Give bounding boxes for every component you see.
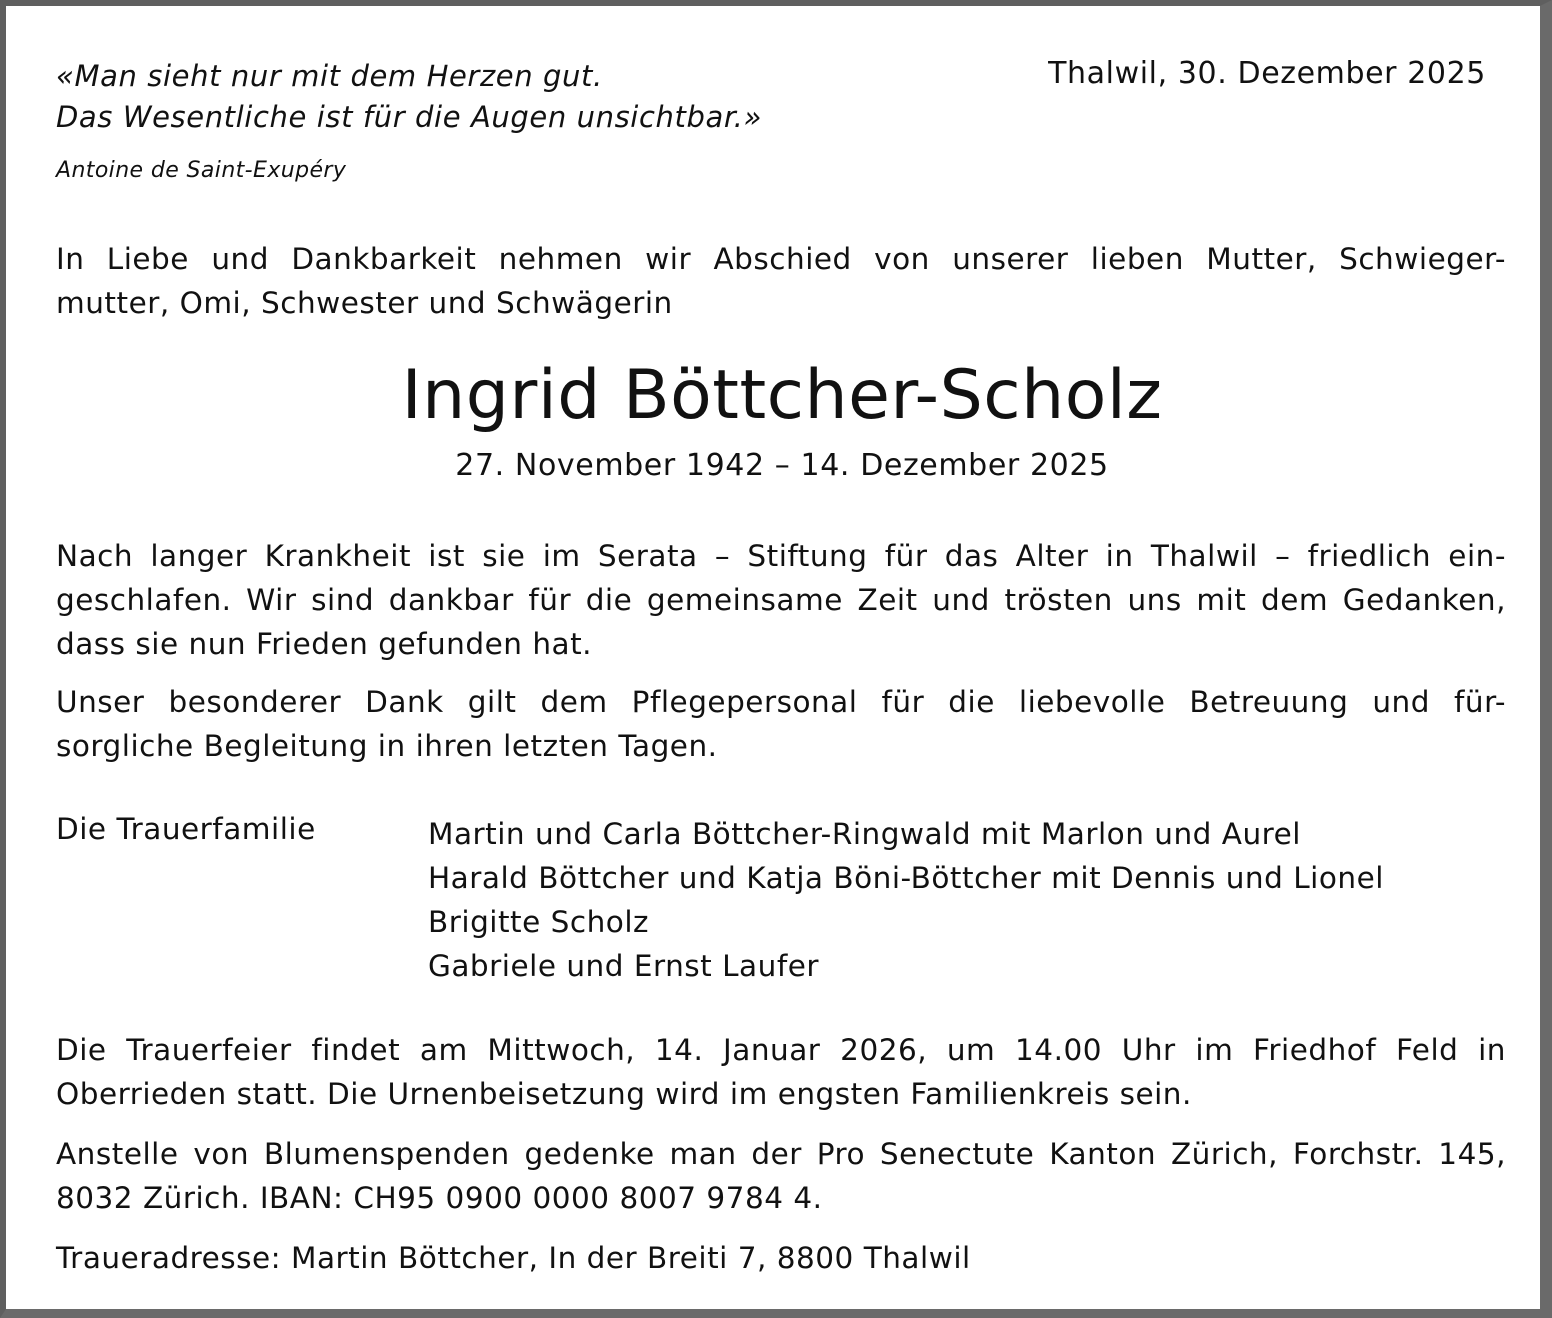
family-member: Harald Böttcher und Katja Böni-Böttcher mit Dennis und Lionel (428, 861, 1384, 895)
place-date: Thalwil, 30. Dezember 2025 (1048, 56, 1486, 91)
paragraph1-line-2: geschlafen. Wir sind dankbar für die gemeinsame Zeit und trösten uns mit dem Gedanken, (56, 583, 1506, 617)
paragraph2-line-2: sorgliche Begleitung in ihren letzten Tagen. (56, 729, 718, 763)
quote-author: Antoine de Saint-Exupéry (56, 158, 347, 183)
family-member: Gabriele und Ernst Laufer (428, 949, 819, 983)
paragraph-passing (56, 534, 1506, 666)
deceased-name: Ingrid Böttcher-Scholz (401, 356, 1163, 435)
epigraph-quote (56, 56, 762, 138)
address-line: Traueradresse: Martin Böttcher, In der Breiti 7, 8800 Thalwil (56, 1241, 971, 1275)
paragraph-donation (56, 1132, 1506, 1220)
quote-line-1: «Man sieht nur mit dem Herzen gut. (56, 59, 603, 93)
intro-paragraph (56, 237, 1506, 325)
family-members-list (428, 812, 1384, 988)
ceremony-line-2: Oberrieden statt. Die Urnenbeisetzung wird im engsten Familienkreis sein. (56, 1077, 1192, 1111)
donation-line-2: 8032 Zürich. IBAN: CH95 0900 0000 8007 9784 4. (56, 1181, 823, 1215)
intro-line-2: mutter, Omi, Schwester und Schwägerin (56, 286, 673, 320)
paragraph2-line-1: Unser besonderer Dank gilt dem Pflegepersonal für die liebevolle Betreuung und für- (56, 685, 1506, 719)
paragraph1-line-3: dass sie nun Frieden gefunden hat. (56, 627, 593, 661)
family-member: Brigitte Scholz (428, 905, 650, 939)
paragraph-thanks (56, 680, 1506, 768)
quote-line-2: Das Wesentliche ist für die Augen unsichtbar.» (56, 100, 762, 134)
paragraph-ceremony (56, 1028, 1506, 1116)
family-label: Die Trauerfamilie (56, 812, 316, 846)
ceremony-line-1: Die Trauerfeier findet am Mittwoch, 14. Januar 2026, um 14.00 Uhr im Friedhof Feld in (56, 1033, 1506, 1067)
intro-line-1: In Liebe und Dankbarkeit nehmen wir Abschied von unserer lieben Mutter, Schwieger- (56, 242, 1506, 276)
donation-line-1: Anstelle von Blumenspenden gedenke man der Pro Senectute Kanton Zürich, Forchstr. 145, (56, 1137, 1506, 1171)
paragraph1-line-1: Nach langer Krankheit ist sie im Serata – Stiftung für das Alter in Thalwil – friedlich ein- (56, 539, 1506, 573)
life-dates: 27. November 1942 – 14. Dezember 2025 (455, 448, 1109, 483)
mourning-address (56, 1236, 1506, 1280)
family-member: Martin und Carla Böttcher-Ringwald mit Marlon und Aurel (428, 817, 1301, 851)
